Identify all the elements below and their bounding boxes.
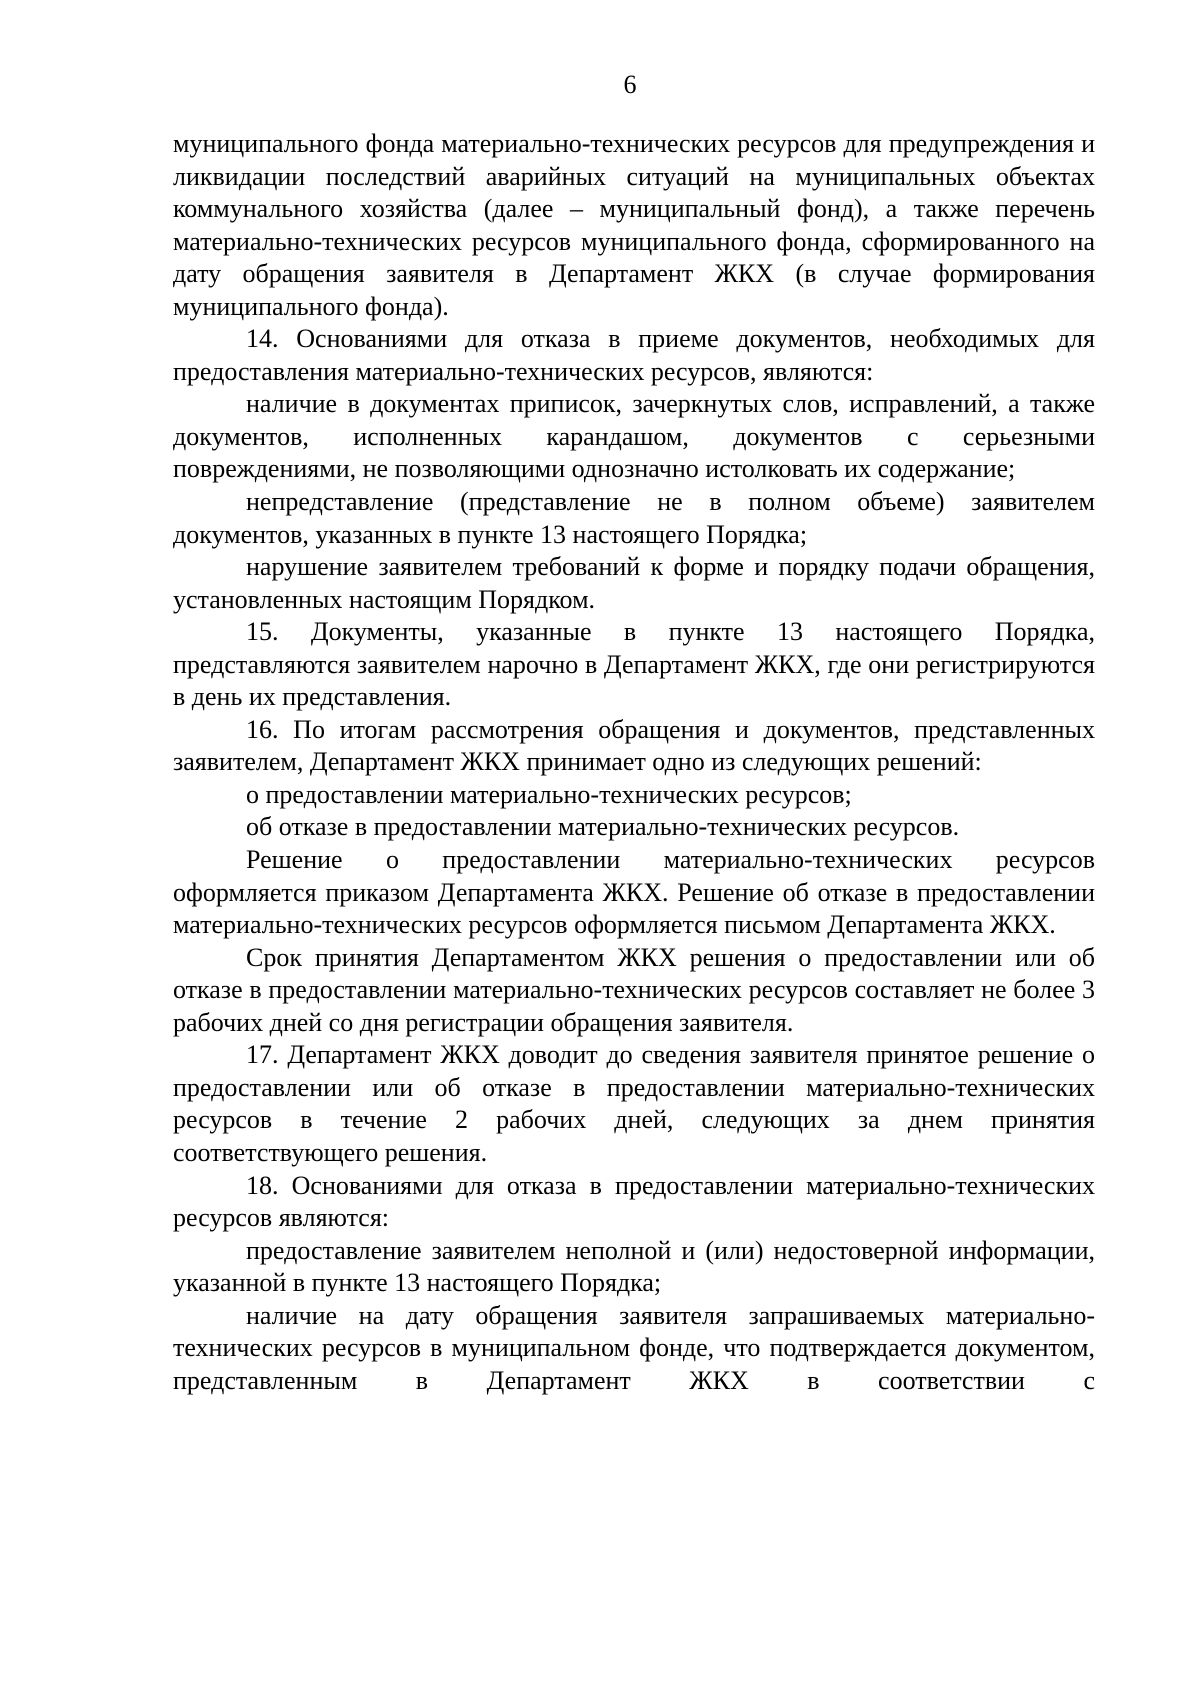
- paragraph-decision-refuse: об отказе в предоставлении материально-технических ресурсов.: [246, 812, 960, 842]
- paragraph-continuation: муниципального фонда материально-технических ресурсов для предупреждения и ликвидации последствий аварийных ситуаций на муниципальных объектах коммунального хозяйства (далее – муниципальный фонд), а также перечень материально-технических ресурсов муниципального фонда, сформированного на дату обращения заявителя в Департамент ЖКХ (в случае формирования муниципального фонда).: [173, 129, 1095, 321]
- paragraph-item-17: 17. Департамент ЖКХ доводит до сведения заявителя принятое решение о предоставлении или об отказе в предоставлении материально-технических ресурсов в течение 2 рабочих дней, следующих за днем принятия соответствующего решения.: [173, 1040, 1095, 1167]
- paragraph-item-18: 18. Основаниями для отказа в предоставлении материально-технических ресурсов являются:: [173, 1170, 1095, 1233]
- paragraph-refusal-ground-availability: наличие на дату обращения заявителя запрашиваемых материально-технических ресурсов в муниципальном фонде, что подтверждается документом, представленным в Департамент ЖКХ в соответствии с: [173, 1300, 1095, 1395]
- paragraph-decision-form: Решение о предоставлении материально-технических ресурсов оформляется приказом Департамента ЖКХ. Решение об отказе в предоставлении материально-технических ресурсов оформляется письмом Департамента ЖКХ.: [173, 845, 1095, 940]
- paragraph-decision-term: Срок принятия Департаментом ЖКХ решения о предоставлении или об отказе в предоставлении материально-технических ресурсов составляет не более 3 рабочих дней со дня регистрации обращения заявителя.: [173, 942, 1095, 1037]
- document-body: [173, 128, 1095, 1397]
- paragraph-refusal-reason-violation: нарушение заявителем требований к форме и порядку подачи обращения, установленных настоящим Порядком.: [173, 552, 1095, 614]
- paragraph-item-15: 15. Документы, указанные в пункте 13 настоящего Порядка, представляются заявителем нарочно в Департамент ЖКХ, где они регистрируются в день их представления.: [173, 617, 1095, 712]
- paragraph-item-16: 16. По итогам рассмотрения обращения и документов, представленных заявителем, Департамент ЖКХ принимает одно из следующих решений:: [173, 714, 1095, 777]
- page-number: 6: [623, 70, 637, 99]
- paragraph-refusal-ground-info: предоставление заявителем неполной и (или) недостоверной информации, указанной в пункте 13 настоящего Порядка;: [173, 1235, 1095, 1298]
- paragraph-refusal-reason-incomplete: непредставление (представление не в полном объеме) заявителем документов, указанных в пункте 13 настоящего Порядка;: [173, 487, 1095, 549]
- paragraph-item-14: 14. Основаниями для отказа в приеме документов, необходимых для предоставления материально-технических ресурсов, являются:: [173, 324, 1095, 386]
- paragraph-refusal-reason-corrections: наличие в документах приписок, зачеркнутых слов, исправлений, а также документов, исполненных карандашом, документов с серьезными повреждениями, не позволяющими однозначно истолковать их содержание;: [173, 389, 1095, 484]
- paragraph-decision-grant: о предоставлении материально-технических ресурсов;: [246, 779, 852, 809]
